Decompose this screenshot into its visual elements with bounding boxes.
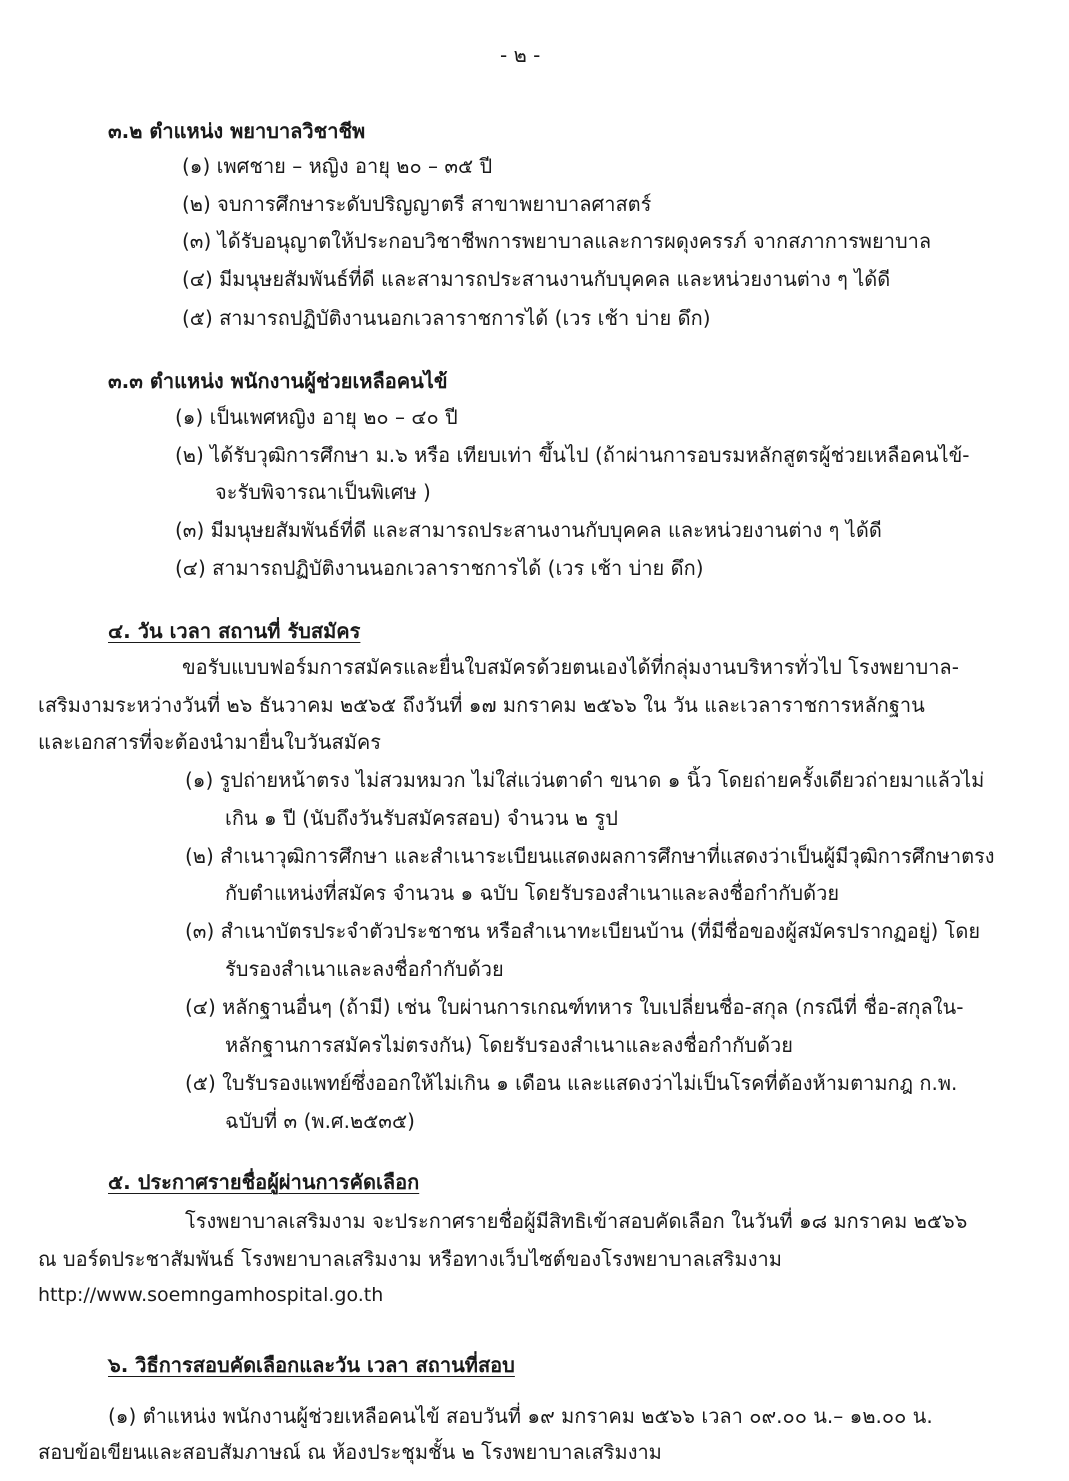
- hospital-website-url: http://www.soemngamhospital.go.th: [38, 1284, 384, 1306]
- section-6-heading: ๖. วิธีการสอบคัดเลือกและวัน เวลา สถานที่สอบ: [108, 1353, 515, 1377]
- section-3-2-heading: ๓.๒ ตำแหน่ง พยาบาลวิชาชีพ: [108, 119, 366, 143]
- section-3-3-heading: ๓.๓ ตำแหน่ง พนักงานผู้ช่วยเหลือคนไข้: [108, 369, 448, 393]
- section-4-item-continuation: รับรองสำเนาและลงชื่อกำกับด้วย: [225, 957, 504, 981]
- section-3-3-item: (๓) มีมนุษยสัมพันธ์ที่ดี และสามารถประสานงานกับบุคคล และหน่วยงานต่าง ๆ ได้ดี: [175, 518, 882, 542]
- section-4-item: (๑) รูปถ่ายหน้าตรง ไม่สวมหมวก ไม่ใส่แว่นตาดำ ขนาด ๑ นิ้ว โดยถ่ายครั้งเดียวถ่ายมาแล้วไม่: [185, 768, 985, 792]
- section-3-2-item: (๔) มีมนุษยสัมพันธ์ที่ดี และสามารถประสานงานกับบุคคล และหน่วยงานต่าง ๆ ได้ดี: [182, 267, 891, 291]
- section-4-item-continuation: กับตำแหน่งที่สมัคร จำนวน ๑ ฉบับ โดยรับรองสำเนาและลงชื่อกำกับด้วย: [225, 881, 840, 905]
- section-4-item: (๒) สำเนาวุฒิการศึกษา และสำเนาระเบียนแสดงผลการศึกษาที่แสดงว่าเป็นผู้มีวุฒิการศึกษาตรง: [185, 844, 995, 868]
- section-4-paragraph-line: เสริมงามระหว่างวันที่ ๒๖ ธันวาคม ๒๕๖๕ ถึงวันที่ ๑๗ มกราคม ๒๕๖๖ ใน วัน และเวลาราชการหลักฐาน: [38, 693, 925, 717]
- section-3-2-item: (๑) เพศชาย – หญิง อายุ ๒๐ – ๓๕ ปี: [182, 154, 493, 178]
- section-5-heading: ๕. ประกาศรายชื่อผู้ผ่านการคัดเลือก: [108, 1170, 420, 1194]
- section-3-2-item: (๓) ได้รับอนุญาตให้ประกอบวิชาชีพการพยาบาลและการผดุงครรภ์ จากสภาการพยาบาล: [182, 229, 932, 253]
- section-3-2-item: (๒) จบการศึกษาระดับปริญญาตรี สาขาพยาบาลศาสตร์: [182, 192, 652, 216]
- section-4-item: (๓) สำเนาบัตรประจำตัวประชาชน หรือสำเนาทะเบียนบ้าน (ที่มีชื่อของผู้สมัครปรากฏอยู่) โดย: [185, 919, 981, 943]
- section-4-item-continuation: เกิน ๑ ปี (นับถึงวันรับสมัครสอบ) จำนวน ๒ รูป: [225, 806, 618, 830]
- section-6-paragraph-line: สอบข้อเขียนและสอบสัมภาษณ์ ณ ห้องประชุมชั้น ๒ โรงพยาบาลเสริมงาม: [38, 1440, 662, 1464]
- section-4-paragraph-line: และเอกสารที่จะต้องนำมายื่นใบวันสมัคร: [38, 730, 382, 754]
- section-6-paragraph-line: (๑) ตำแหน่ง พนักงานผู้ช่วยเหลือคนไข้ สอบวันที่ ๑๙ มกราคม ๒๕๖๖ เวลา ๐๙.๐๐ น.– ๑๒.๐๐ น.: [108, 1404, 933, 1428]
- section-3-2-item: (๕) สามารถปฏิบัติงานนอกเวลาราชการได้ (เวร เช้า บ่าย ดึก): [182, 306, 711, 330]
- section-4-item: (๕) ใบรับรองแพทย์ซึ่งออกให้ไม่เกิน ๑ เดือน และแสดงว่าไม่เป็นโรคที่ต้องห้ามตามกฎ ก.พ.: [185, 1071, 958, 1095]
- section-3-3-item: (๔) สามารถปฏิบัติงานนอกเวลาราชการได้ (เวร เช้า บ่าย ดึก): [175, 556, 704, 580]
- section-3-3-item: (๑) เป็นเพศหญิง อายุ ๒๐ – ๔๐ ปี: [175, 405, 458, 429]
- section-4-item-continuation: หลักฐานการสมัครไม่ตรงกัน) โดยรับรองสำเนาและลงชื่อกำกับด้วย: [225, 1033, 793, 1057]
- section-4-paragraph-line: ขอรับแบบฟอร์มการสมัครและยื่นใบสมัครด้วยตนเองได้ที่กลุ่มงานบริหารทั่วไป โรงพยาบาล-: [182, 655, 959, 679]
- section-5-paragraph-line: โรงพยาบาลเสริมงาม จะประกาศรายชื่อผู้มีสิทธิเข้าสอบคัดเลือก ในวันที่ ๑๘ มกราคม ๒๕๖๖: [185, 1209, 968, 1233]
- page-number: - ๒ -: [500, 43, 541, 67]
- section-4-item: (๔) หลักฐานอื่นๆ (ถ้ามี) เช่น ใบผ่านการเกณฑ์ทหาร ใบเปลี่ยนชื่อ-สกุล (กรณีที่ ชื่อ-สกุลใน-: [185, 995, 964, 1019]
- section-3-3-item-continuation: จะรับพิจารณาเป็นพิเศษ ): [215, 480, 431, 504]
- section-4-heading: ๔. วัน เวลา สถานที่ รับสมัคร: [108, 619, 361, 643]
- section-3-3-item: (๒) ได้รับวุฒิการศึกษา ม.๖ หรือ เทียบเท่า ขึ้นไป (ถ้าผ่านการอบรมหลักสูตรผู้ช่วยเหลือคนไข้-: [175, 443, 970, 467]
- section-5-paragraph-line: ณ บอร์ดประชาสัมพันธ์ โรงพยาบาลเสริมงาม หรือทางเว็บไซต์ของโรงพยาบาลเสริมงาม: [38, 1247, 782, 1271]
- section-4-item-continuation: ฉบับที่ ๓ (พ.ศ.๒๕๓๕): [225, 1109, 415, 1133]
